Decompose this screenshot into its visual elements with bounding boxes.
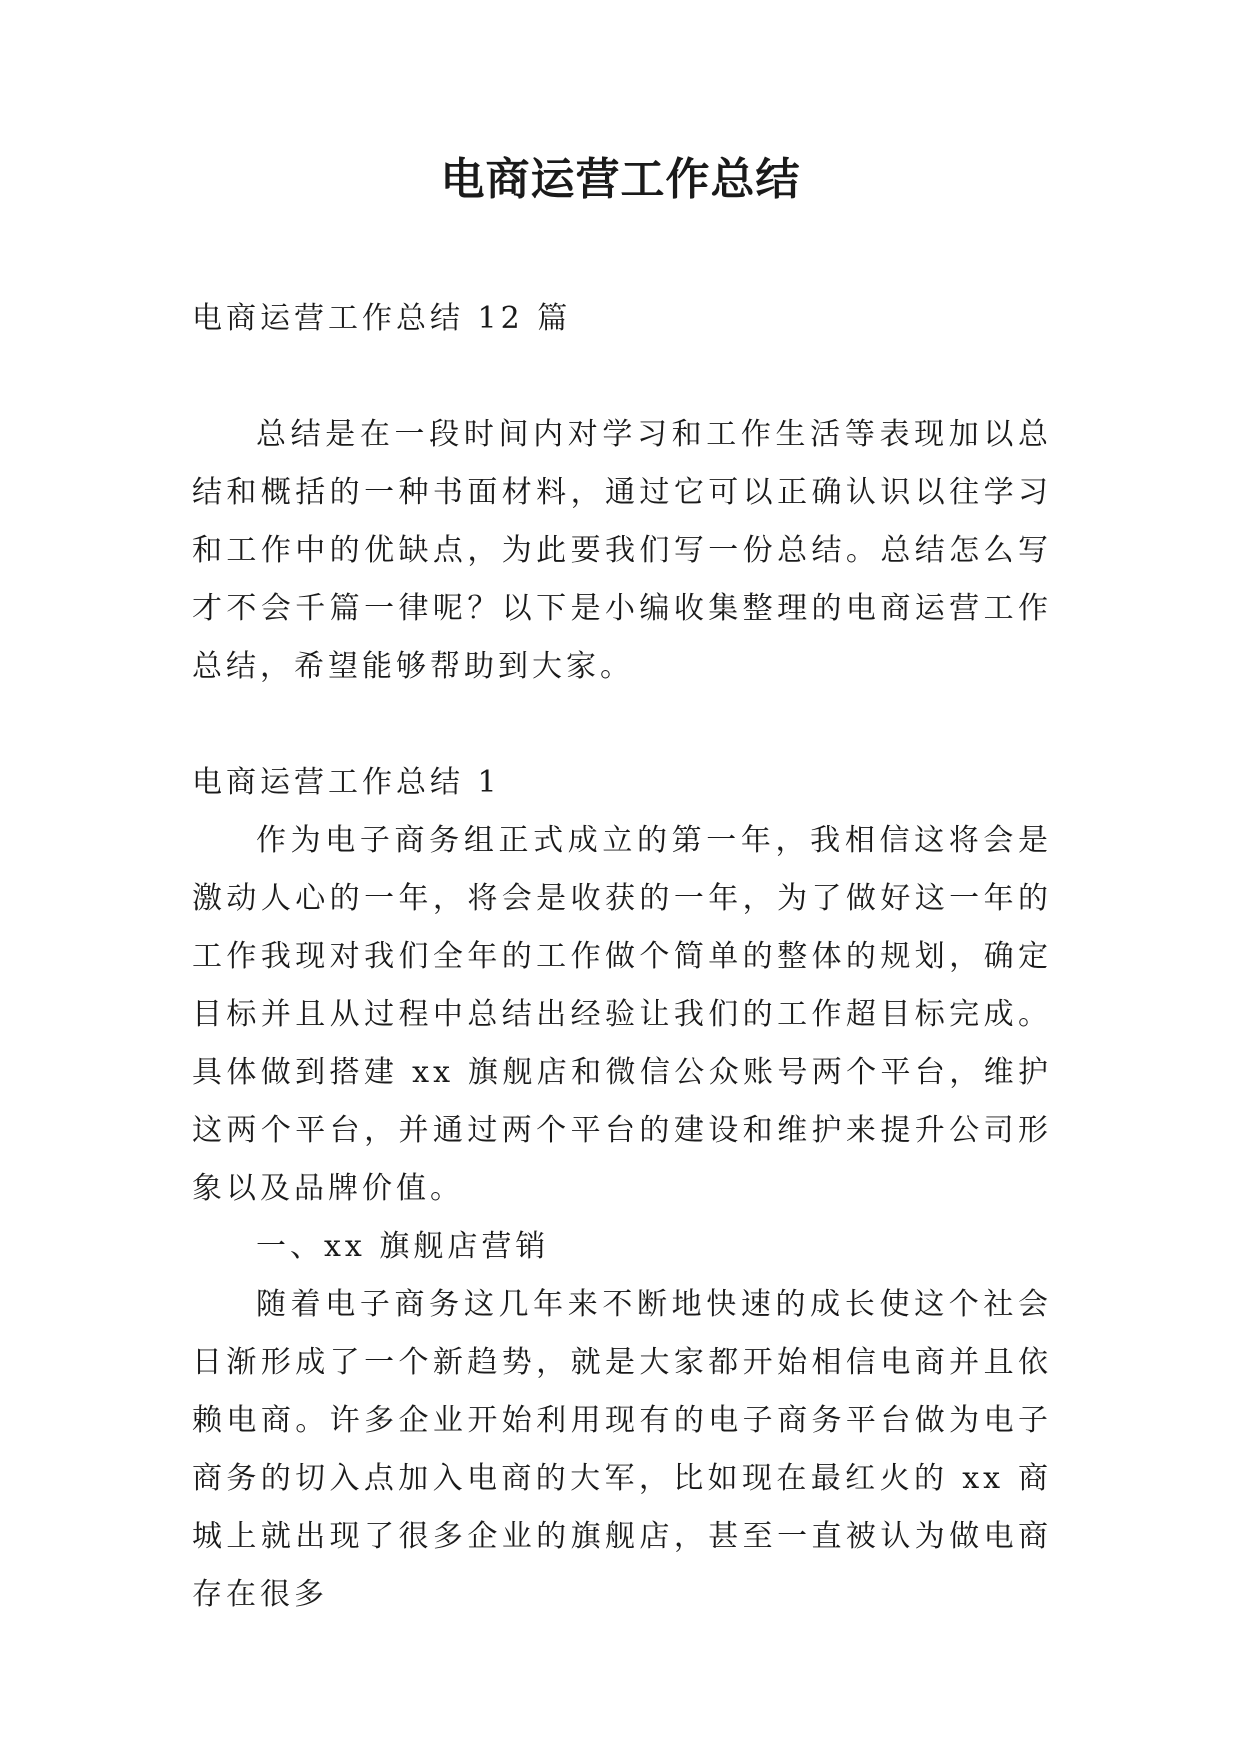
subsection-1-paragraph-1: 随着电子商务这几年来不断地快速的成长使这个社会日渐形成了一个新趋势，就是大家都开始相信电商并且依赖电商。许多企业开始利用现有的电子商务平台做为电子商务的切入点加入电商的大军，比如现在最红火的 xx 商城上就出现了很多企业的旗舰店，甚至一直被认为做电商存在很多 bbox=[192, 1287, 1052, 1612]
section-heading-1: 电商运营工作总结 1 bbox=[192, 765, 501, 800]
subsection-heading-1: 一、xx 旗舰店营销 bbox=[256, 1229, 550, 1264]
section-1-paragraph-1: 作为电子商务组正式成立的第一年，我相信这将会是激动人心的一年，将会是收获的一年，为了做好这一年的工作我现对我们全年的工作做个简单的整体的规划，确定目标并且从过程中总结出经验让我们的工作超目标完成。具体做到搭建 xx 旗舰店和微信公众账号两个平台，维护这两个平台，并通过两个平台的建设和维护来提升公司形象以及品牌价值。 bbox=[192, 823, 1052, 1206]
intro-paragraph: 总结是在一段时间内对学习和工作生活等表现加以总结和概括的一种书面材料，通过它可以正确认识以往学习和工作中的优缺点，为此要我们写一份总结。总结怎么写才不会千篇一律呢？以下是小编收集整理的电商运营工作总结，希望能够帮助到大家。 bbox=[192, 417, 1052, 684]
document-subtitle: 电商运营工作总结 12 篇 bbox=[192, 301, 572, 336]
document-body bbox=[192, 290, 1052, 1624]
document-title: 电商运营工作总结 bbox=[440, 154, 801, 205]
